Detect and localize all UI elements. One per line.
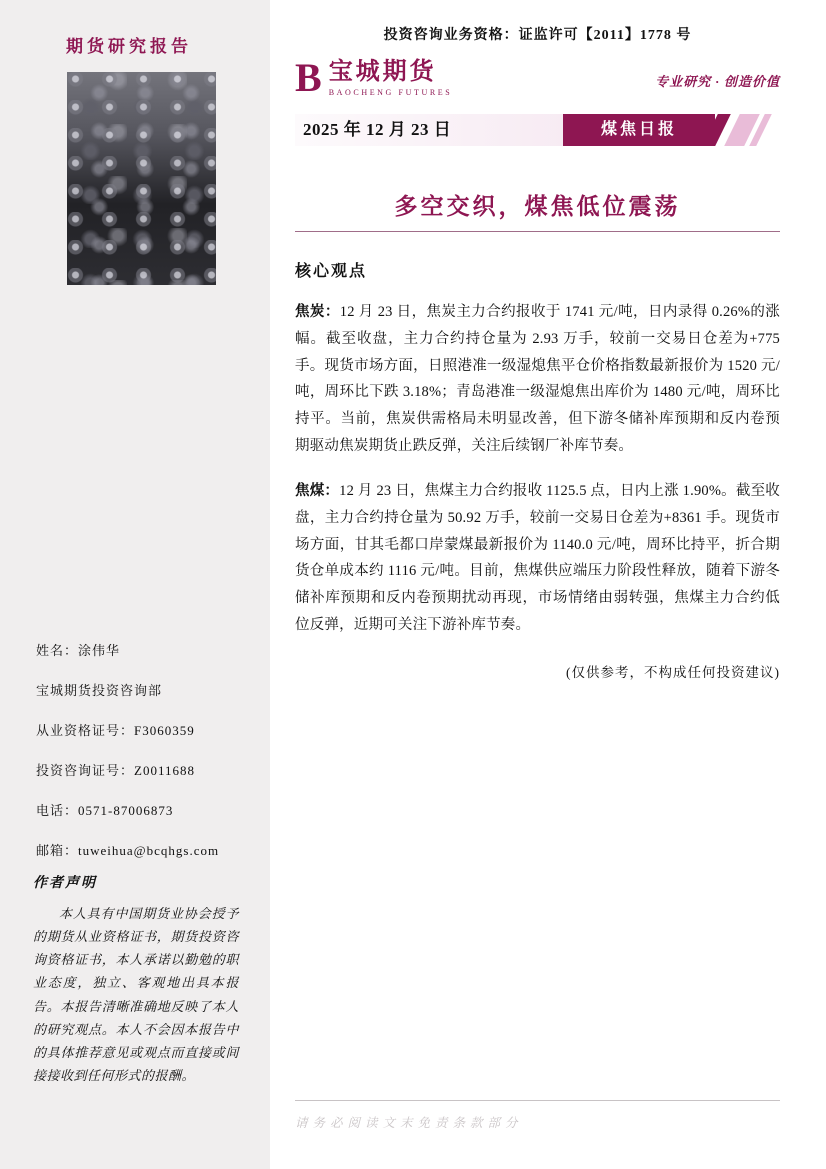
author-advisory-license: 投资咨询证号：Z0011688 — [36, 763, 195, 778]
brand-name-en: BAOCHENG FUTURES — [328, 87, 453, 97]
date-band — [295, 114, 780, 146]
paragraph-coke-label: 焦炭： — [295, 304, 340, 320]
sidebar — [0, 0, 270, 1169]
title-divider — [295, 231, 780, 232]
paragraph-coke — [295, 299, 780, 460]
report-title: 多空交织，煤焦低位震荡 — [394, 194, 681, 219]
brand-text — [329, 59, 453, 96]
report-category-label: 期货研究报告 — [66, 37, 192, 56]
author-email: 邮箱：tuweihua@bcqhgs.com — [36, 843, 220, 858]
brand-logo — [295, 55, 453, 100]
declaration-text: 本人具有中国期货业协会授予的期货从业资格证书，期货投资咨询资格证书，本人承诺以勤勉的职业态度，独立、客观地出具本报告。本报告清晰准确地反映了本人的研究观点。本人不会因本报告中的具体推荐意见或观点而直接或间接接收到任何形式的报酬。 — [33, 906, 239, 1083]
brand-logo-icon: B — [295, 55, 322, 100]
brand-name-cn: 宝城期货 — [328, 59, 437, 86]
paragraph-coking-coal — [295, 478, 780, 639]
core-view-heading: 核心观点 — [295, 263, 368, 280]
author-info-block — [36, 640, 219, 880]
brand-slogan: 专业研究 · 创造价值 — [655, 74, 780, 89]
author-practice-license: 从业资格证号：F3060359 — [36, 723, 195, 738]
report-date: 2025 年 12 月 23 日 — [295, 114, 563, 146]
author-phone: 电话：0571-87006873 — [36, 803, 174, 818]
brand-row — [295, 55, 780, 100]
declaration-title: 作者声明 — [33, 876, 97, 891]
paragraph-coking-coal-text: 12 月 23 日，焦煤主力合约报收 1125.5 点，日内上涨 1.90%。截至收盘，主力合约持仓量为 50.92 万手，较前一交易日仓差为+8361 手。现货市场方面，甘其毛都口岸蒙煤最新报价为 1140.0 元/吨，周环比持平，折合期货仓单成本约 1116 元/吨。目前，焦煤供应端压力阶段性释放，随着下游冬储补库预期和反内卷预期扰动再现，市场情绪由弱转强，焦煤主力合约低位反弹，近期可关注下游补库节奏。 — [295, 482, 780, 633]
qualification-line: 投资咨询业务资格：证监许可【2011】1778 号 — [383, 28, 692, 43]
report-main — [270, 0, 826, 1169]
author-name: 姓名：涂伟华 — [36, 643, 121, 658]
author-department: 宝城期货投资咨询部 — [36, 683, 163, 698]
footer-disclaimer: 请务必阅读文末免责条款部分 — [295, 1100, 780, 1131]
reference-note: (仅供参考，不构成任何投资建议) — [566, 664, 780, 680]
paragraph-coking-coal-label: 焦煤： — [295, 482, 340, 499]
author-declaration — [33, 872, 239, 1087]
paragraph-coke-text: 12 月 23 日，焦炭主力合约报收于 1741 元/吨，日内录得 0.26%的涨幅。截至收盘，主力合约持仓量为 2.93 万手，较前一交易日仓差为+775 手。现货市场方面，日照港准一级湿熄焦平仓价格指数最新报价为 1520 元/吨，周环比下跌 3.18%；青岛港准一级湿熄焦出库价为 1480 元/吨，周环比持平。当前，焦炭供需格局未明显改善，但下游冬储补库预期和反内卷预期驱动焦炭期货止跌反弹，关注后续钢厂补库节奏。 — [295, 304, 780, 455]
coal-photo — [67, 72, 216, 285]
report-type-badge: 煤焦日报 — [563, 114, 715, 146]
